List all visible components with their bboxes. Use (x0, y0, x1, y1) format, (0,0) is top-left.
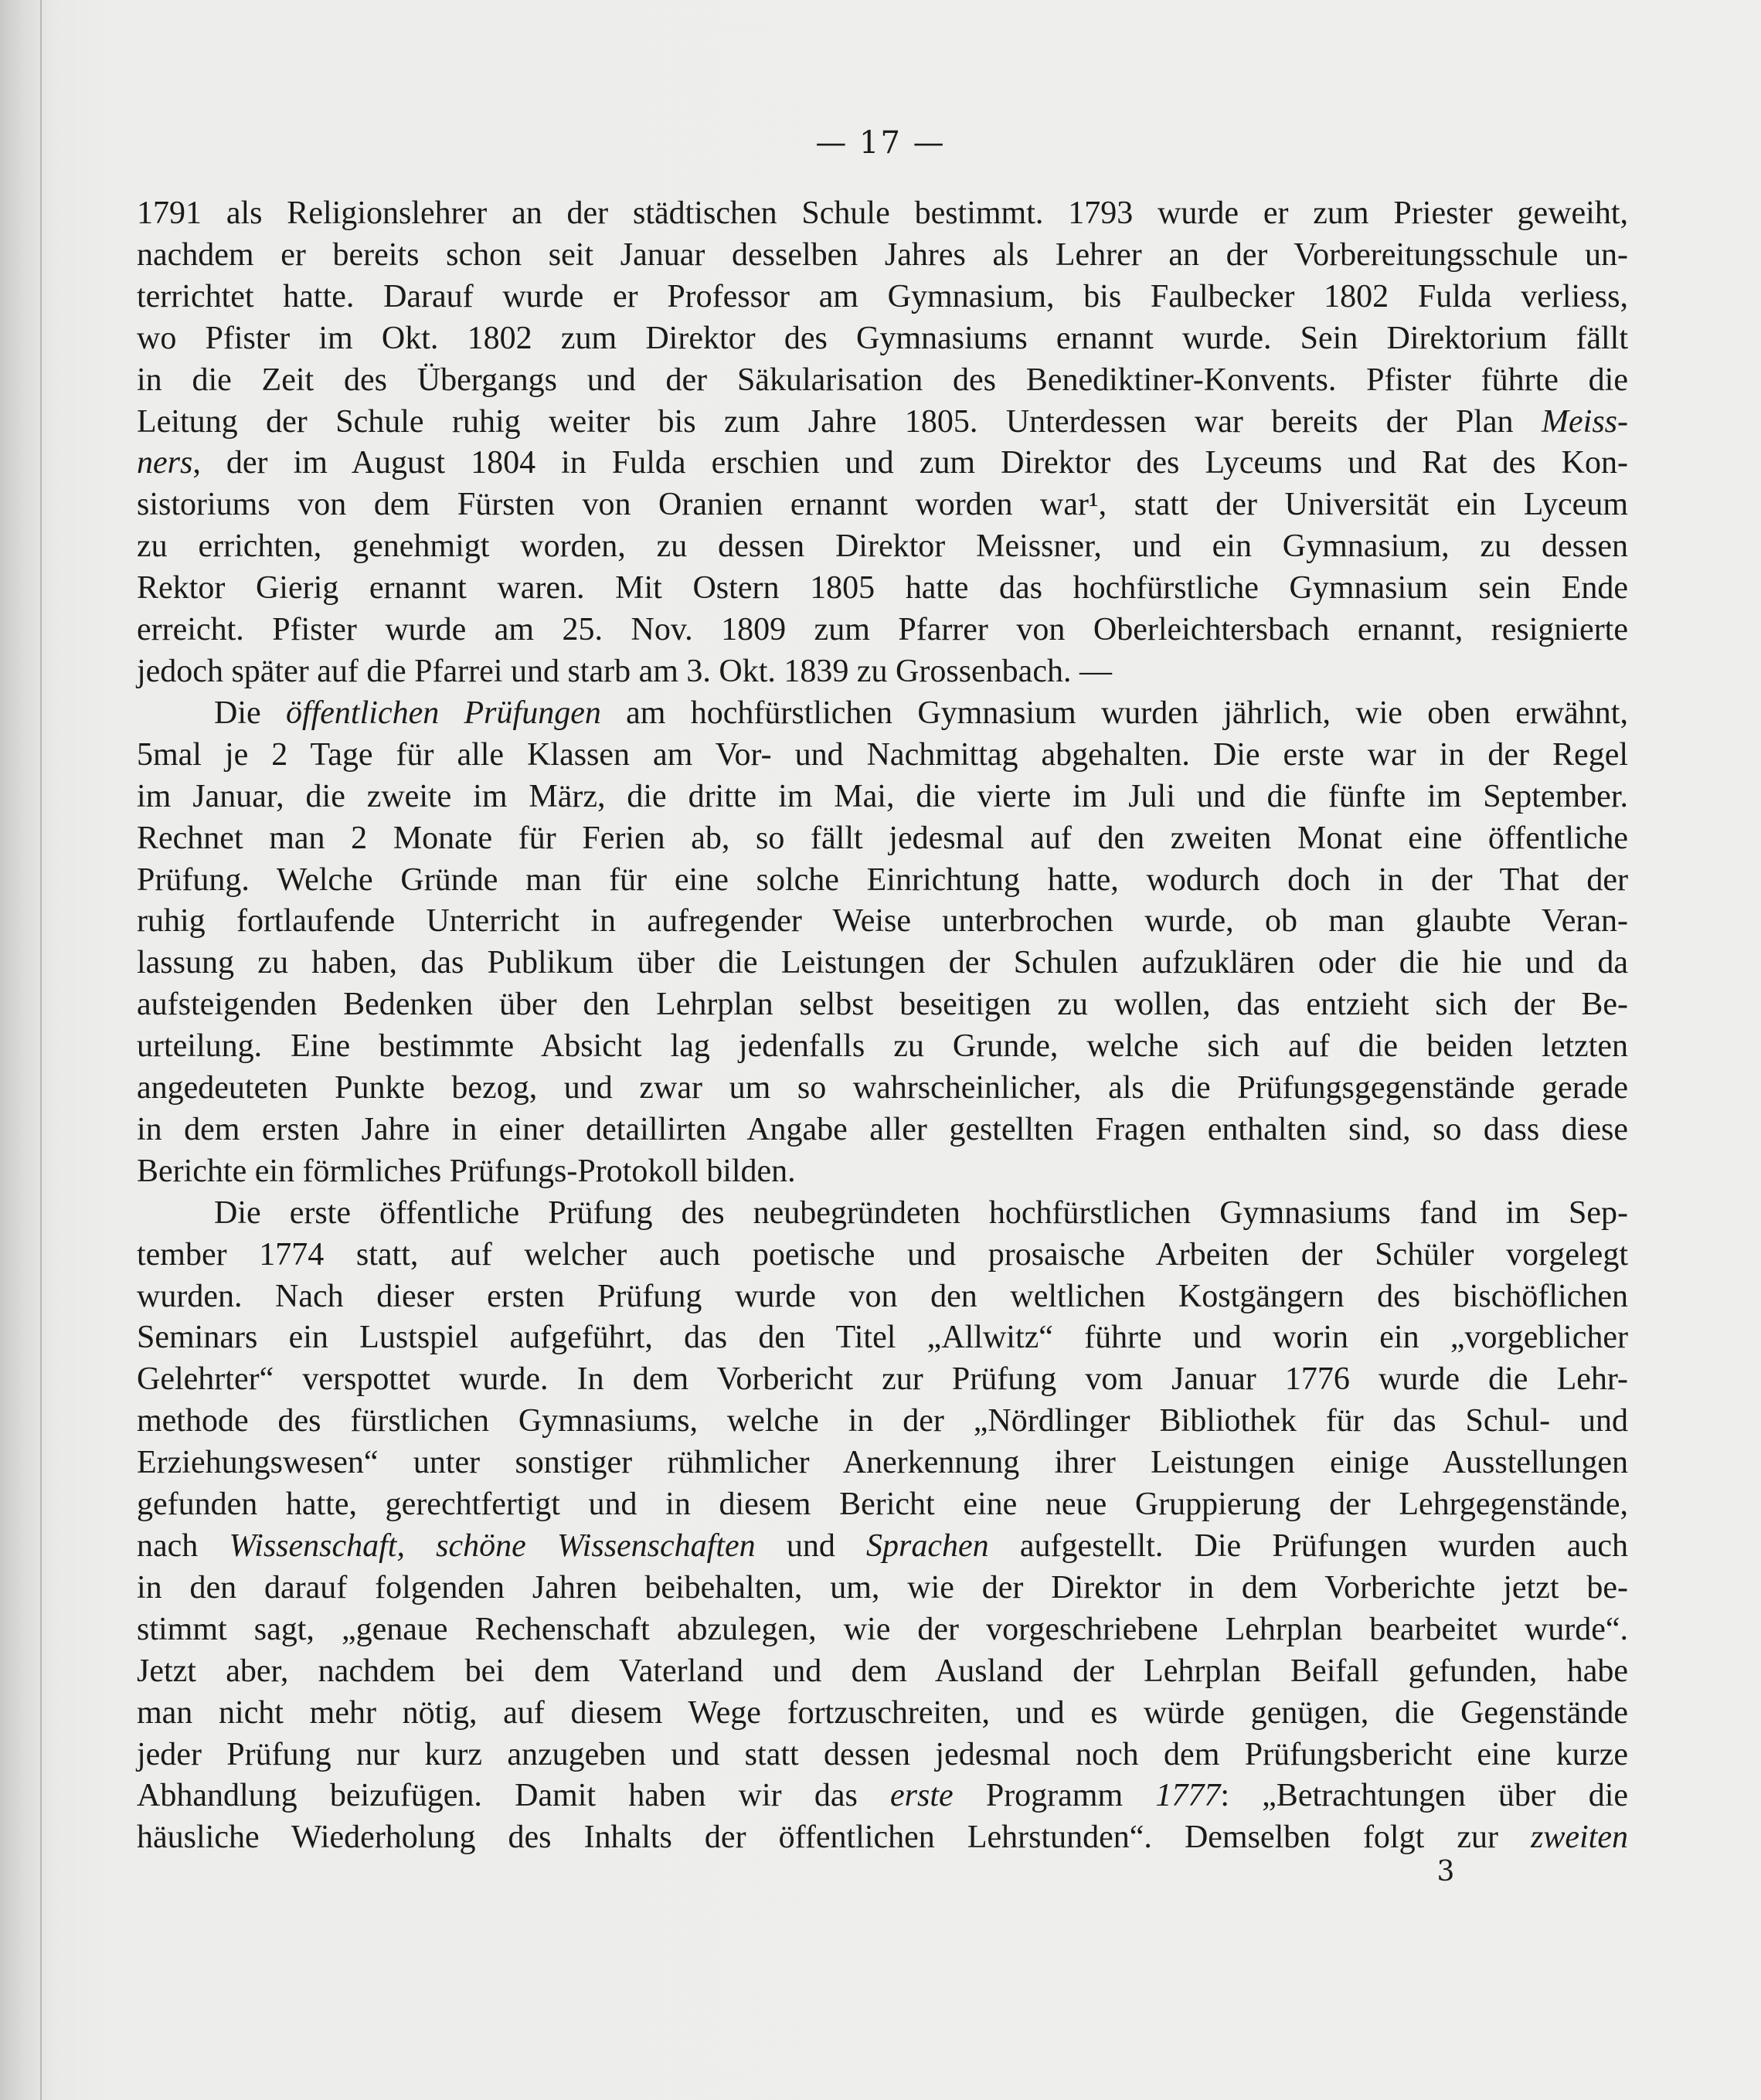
italic-word: zweiten (1531, 1820, 1628, 1856)
text-line: Rechnet man 2 Monate für Ferien ab, so fällt jedesmal auf den zweiten Monat eine öffentliche (137, 820, 1628, 856)
paragraph-pfister (137, 193, 1628, 651)
text-line: Erziehungswesen“ unter sonstiger rühmlicher Anerkennung ihrer Leistungen einige Ausstellungen (137, 1445, 1628, 1481)
text-line: 1791 als Religionslehrer an der städtischen Schule bestimmt. 1793 wurde er zum Priester geweiht, (137, 195, 1628, 231)
text-line: in den darauf folgenden Jahren beibehalten, um, wie der Direktor in dem Vorberichte jetzt be- (137, 1569, 1628, 1606)
text-line: : „Betrachtungen über die (1220, 1778, 1629, 1814)
text-line: Abhandlung beizufügen. Damit haben wir das (137, 1778, 890, 1814)
text-line: Seminars ein Lustspiel aufgeführt, das den Titel „Allwitz“ führte und worin ein „vorgeblicher (137, 1320, 1628, 1356)
text-line: und (755, 1528, 867, 1564)
text-line: aufsteigenden Bedenken über den Lehrplan selbst beseitigen zu wollen, das entzieht sich der Be- (137, 987, 1628, 1023)
paragraph-end-line (137, 651, 1628, 693)
text-line: 5mal je 2 Tage für alle Klassen am Vor- und Nachmittag abgehalten. Die erste war in der Regel (137, 736, 1628, 773)
text-line: Programm (953, 1778, 1156, 1814)
italic-year: 1777 (1155, 1778, 1221, 1814)
text-line: jedoch später auf die Pfarrei und starb am 3. Okt. 1839 zu Grossenbach. — (137, 653, 1112, 689)
text-line: am hochfürstlichen Gymnasium wurden jährlich, wie oben erwähnt, (600, 695, 1628, 731)
text-line: zu errichten, genehmigt worden, zu dessen Direktor Meissner, und ein Gymnasium, zu dessen (137, 528, 1628, 565)
italic-phrase: öffentlichen Prüfungen (285, 695, 601, 731)
text-line: lassung zu haben, das Publikum über die Leistungen der Schulen aufzuklären oder die hie und da (137, 945, 1628, 981)
signature-mark: 3 (1436, 1856, 1455, 1888)
text-line: Rektor Gierig ernannt waren. Mit Ostern 1805 hatte das hochfürstliche Gymnasium sein Ende (137, 570, 1628, 607)
italic-word: erste (890, 1778, 954, 1814)
text-line: erreicht. Pfister wurde am 25. Nov. 1809 zum Pfarrer von Oberleichtersbach ernannt, resignierte (137, 612, 1628, 648)
text-line: tember 1774 statt, auf welcher auch poetische und prosaische Arbeiten der Schüler vorgelegt (137, 1236, 1628, 1273)
text-line: in dem ersten Jahre in einer detaillirten Angabe aller gestellten Fragen enthalten sind, so dass diese (137, 1111, 1628, 1147)
paragraph-pruefungen (137, 693, 1628, 1151)
paragraph-erste-pruefung (137, 1193, 1628, 1860)
text-line: angedeuteten Punkte bezog, und zwar um so wahrscheinlicher, als die Prüfungsgegenstände gerade (137, 1070, 1628, 1106)
text-line: wurden. Nach dieser ersten Prüfung wurde von den weltlichen Kostgängern des bischöflichen (137, 1278, 1628, 1314)
text-line: wo Pfister im Okt. 1802 zum Direktor des Gymnasiums ernannt wurde. Sein Direktorium fällt (137, 320, 1628, 356)
text-line: terrichtet hatte. Darauf wurde er Professor am Gymnasium, bis Faulbecker 1802 Fulda verliess, (137, 278, 1628, 314)
text-line: Prüfung. Welche Gründe man für eine solche Einrichtung hatte, wodurch doch in der That der (137, 861, 1628, 898)
text-line: jeder Prüfung nur kurz anzugeben und statt dessen jedesmal noch dem Prüfungsbericht eine kurze (137, 1736, 1628, 1772)
text-line: Gelehrter“ verspottet wurde. In dem Vorbericht zur Prüfung vom Januar 1776 wurde die Lehr- (137, 1361, 1628, 1398)
text-line: ruhig fortlaufende Unterricht in aufregender Weise unterbrochen wurde, ob man glaubte Veran- (137, 903, 1628, 940)
italic-phrase: Sprachen (866, 1528, 989, 1564)
paragraph-end-line (137, 1151, 1628, 1193)
binding-edge (40, 0, 42, 2100)
text-line: urteilung. Eine bestimmte Absicht lag jedenfalls zu Grunde, welche sich auf die beiden letzten (137, 1028, 1628, 1065)
text-line: im Januar, die zweite im März, die dritte im Mai, die vierte im Juli und die fünfte im September. (137, 778, 1628, 814)
italic-phrase: Wissenschaft, schöne Wissenschaften (229, 1528, 756, 1564)
text-line: nachdem er bereits schon seit Januar desselben Jahres als Lehrer an der Vorbereitungsschule un- (137, 236, 1628, 273)
text-line: häusliche Wiederholung des Inhalts der öffentlichen Lehrstunden“. Demselben folgt zur (137, 1820, 1532, 1856)
text-line: in die Zeit des Übergangs und der Säkularisation des Benediktiner-Konvents. Pfister führte die (137, 362, 1628, 398)
text-line: gefunden hatte, gerechtfertigt und in diesem Bericht eine neue Gruppierung der Lehrgegenstände, (137, 1487, 1628, 1523)
page-number: — 17 — (815, 125, 946, 161)
text-line: , der im August 1804 in Fulda erschien und zum Direktor des Lyceums und Rat des Kon- (192, 445, 1628, 481)
text-line: Die (214, 695, 286, 731)
text-line: stimmt sagt, „genaue Rechenschaft abzulegen, wie der vorgeschriebene Lehrplan bearbeitet wurde“. (137, 1611, 1628, 1647)
text-line: Jetzt aber, nachdem bei dem Vaterland und dem Ausland der Lehrplan Beifall gefunden, habe (137, 1653, 1628, 1689)
text-line: sistoriums von dem Fürsten von Oranien ernannt worden war¹, statt der Universität ein Lyceum (137, 487, 1628, 523)
italic-name: Meiss- (1542, 403, 1628, 440)
text-line: man nicht mehr nötig, auf diesem Wege fortzuschreiten, und es würde genügen, die Gegenstände (137, 1694, 1628, 1731)
text-line: nach (137, 1528, 229, 1564)
text-line: aufgestellt. Die Prüfungen wurden auch (988, 1528, 1628, 1564)
italic-name: ners (137, 445, 193, 481)
text-line: methode des fürstlichen Gymnasiums, welche in der „Nördlinger Bibliothek für das Schul- und (137, 1403, 1628, 1439)
text-line: Berichte ein förmliches Prüfungs-Protokoll bilden. (137, 1153, 796, 1189)
text-line: Die erste öffentliche Prüfung des neubegründeten hochfürstlichen Gymnasiums fand im Sep- (214, 1194, 1628, 1231)
text-line: Leitung der Schule ruhig weiter bis zum Jahre 1805. Unterdessen war bereits der Plan (137, 403, 1542, 440)
body-text (137, 193, 1628, 1859)
